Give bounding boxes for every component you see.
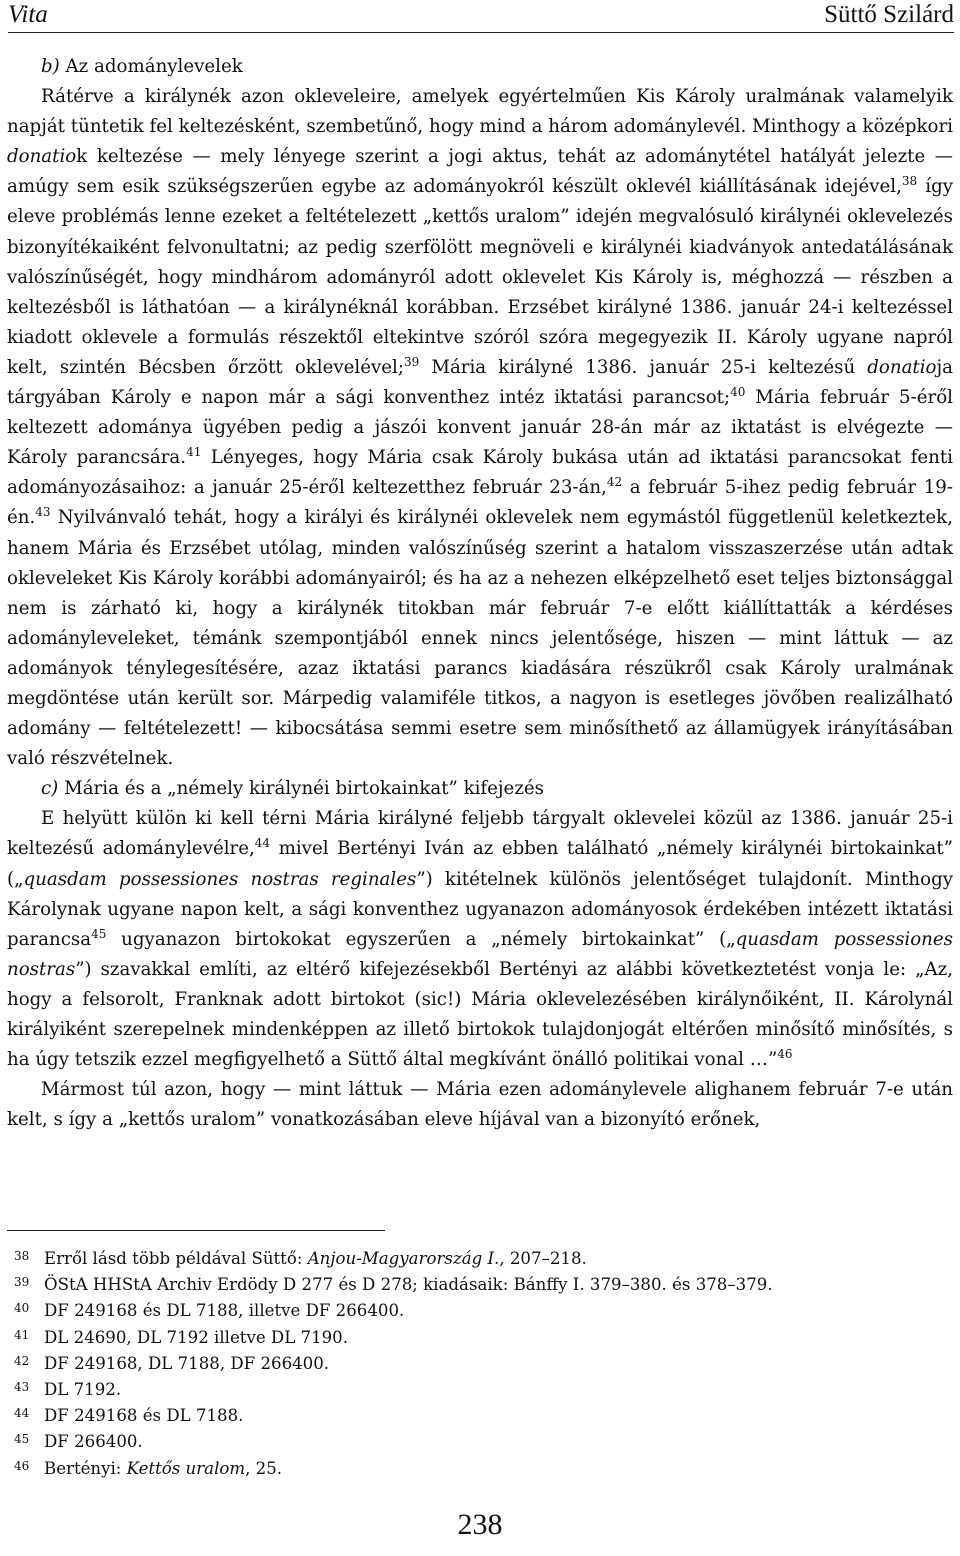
footnote-ref: 39 [403, 354, 420, 369]
footnote: 42 DF 249168, DL 7188, DF 266400. [14, 1353, 330, 1373]
footnote: 44 DF 249168 és DL 7188. [14, 1406, 244, 1426]
footnote-ref: 42 [606, 475, 623, 490]
paragraph: Mármost túl azon, hogy — mint láttuk — Mária ezen adománylevele alighanem február 7-e után kelt, s így a „kettős uralom” vonatkozásában eleve híjával van a bizonyító erőnek, [7, 1079, 953, 1131]
footnote-ref: 46 [777, 1047, 793, 1062]
footnote: 38 Erről lásd több példával Süttő: Anjou-Magyarország I., 207–218. [14, 1249, 587, 1268]
header-rule [8, 32, 954, 33]
footnote-ref: 41 [186, 445, 202, 460]
footnote-rule [7, 1230, 385, 1231]
section-heading-b: b) Az adománylevelek [41, 56, 243, 77]
footnote-ref: 43 [35, 505, 51, 520]
footnote: 39 ÖStA HHStA Archiv Erdödy D 277 és D 278; kiadásaik: Bánffy I. 379–380. és 378–379. [14, 1275, 773, 1295]
footnote: 41 DL 24690, DL 7192 illetve DL 7190. [14, 1327, 349, 1347]
footnote: 45 DF 266400. [14, 1432, 143, 1452]
footnote: 43 DL 7192. [14, 1380, 122, 1400]
header-author: Süttő Szilárd [824, 1, 954, 28]
footnote-ref: 44 [254, 836, 271, 851]
main-text [7, 52, 953, 1135]
running-header [8, 0, 954, 30]
footnotes [14, 1246, 944, 1482]
page-number: 238 [457, 1508, 503, 1541]
header-section-title: Vita [8, 1, 48, 28]
footnote-ref: 40 [730, 384, 746, 399]
footnote-ref: 45 [91, 926, 107, 941]
section-heading-c: c) Mária és a „némely királynéi birtokainkat” kifejezés [41, 778, 544, 800]
paragraph: Rátérve a királynék azon okleveleire, amelyek egyértelműen Kis Károly uralmának valamelyik napját tüntetik fel keltezésként, szembetűnő, hogy mind a három adománylevél. Minthogy a középkori donatiok keltezése — mely lényege szerint a jogi aktus, tehát az adománytétel hatályát jelezte — amúgy sem esik szükségszerűen egybe az adományokról készült oklevél kiállításának idejével,$^{38}$ így eleve problémás lenne ezeket a feltételezett „kettős uralom” idején megvalósuló királynéi oklevelezés bizonyítékaiként felvonultatni; az pedig szerfölött megnöveli e királynéi kiadványok antedatálásának valószínűségét, hogy mindhárom adományról adott oklevelet Kis Károly is, méghozzá — részben a keltezésből is láthatóan — a királynéknál korábban. Erzsébet királyné 1386. január 24-i keltezéssel kiadott oklevele a formulás részektől eltekintve szóról szóra megegyezik II. Károly ugyane napról kelt, szintén Bécsben őrzött oklevelével;$^{39}$ Mária királyné 1386. január 25-i keltezésű donatioja tárgyában Károly e napon már a sági konventhez intéz iktatási parancsot;$^{40}$ Mária február 5-éről keltezett adománya ügyében pedig a jászói konvent január 28-án már az iktatást is elvégezte — Károly parancsára.$^{41}$ Lényeges, hogy Mária csak Károly bukása után ad iktatási parancsokat fenti adományozásaihoz: a január 25-éről keltezetthez február 23-án,$^{42}$ a február 5-ihez pedig február 19-én.$^{43}$ Nyilvánvaló tehát, hogy a királyi és királynéi oklevelek nem egymástól függetlenül keletkeztek, hanem Mária és Erzsébet utólag, minden valószínűség szerint a hatalom visszaszerzése után adtak okleveleket Kis Károly korábbi adományairól; és ha az a nehezen elképzelhető eset teljes biztonsággal nem is zárható ki, hogy a királynék titokban már február 7-e előtt kiállíttatták a kérdéses adományleveleket, témánk szempontjából ennek nincs jelentősége, hiszen — mint láttuk — az adományok ténylegesítésére, azaz iktatási parancs kiadására részükről csak Károly uralmának megdöntése után került sor. Márpedig valamiféle titkos, a nagyon is esetleges jövőben realizálható adomány — feltételezett! — kibocsátása semmi esetre sem minősíthető az államügyek irányításában való részvételnek. [7, 86, 954, 770]
footnote: 46 Bertényi: Kettős uralom, 25. [14, 1458, 283, 1478]
paragraph: E helyütt külön ki kell térni Mária királyné feljebb tárgyalt oklevelei közül az 1386. január 25-i keltezésű adománylevélre,$^{44}$ mivel Bertényi Iván az ebben található „némely királynéi birtokainkat” („quasdam possessiones nostras reginales”) kitételnek különös jelentőséget tulajdonít. Minthogy Károlynak ugyane napon kelt, a sági konventhez ugyanazon adományosok érdekében intézett iktatási parancsa$^{45}$ ugyanazon birtokokat egyszerűen a „némely birtokainkat” („quasdam possessiones nostras”) szavakkal említi, az eltérő kifejezésekből Bertényi az alábbi következtetést vonja le: „Az, hogy a felsorolt, Franknak adott birtokot (sic!) Mária oklevelezésében királynőiként, II. Károlynál királyiként szerepelnek mindenképpen az illető birtokok tulajdonjogát eltérően minősítő minősítés, s ha úgy tetszik ezzel megfigyelhető a Süttő által megkívánt önálló politikai vonal …”$^{46}$ [7, 808, 953, 1071]
footnote-ref: 38 [901, 174, 918, 189]
footnote: 40 DF 249168 és DL 7188, illetve DF 266400. [14, 1301, 405, 1321]
